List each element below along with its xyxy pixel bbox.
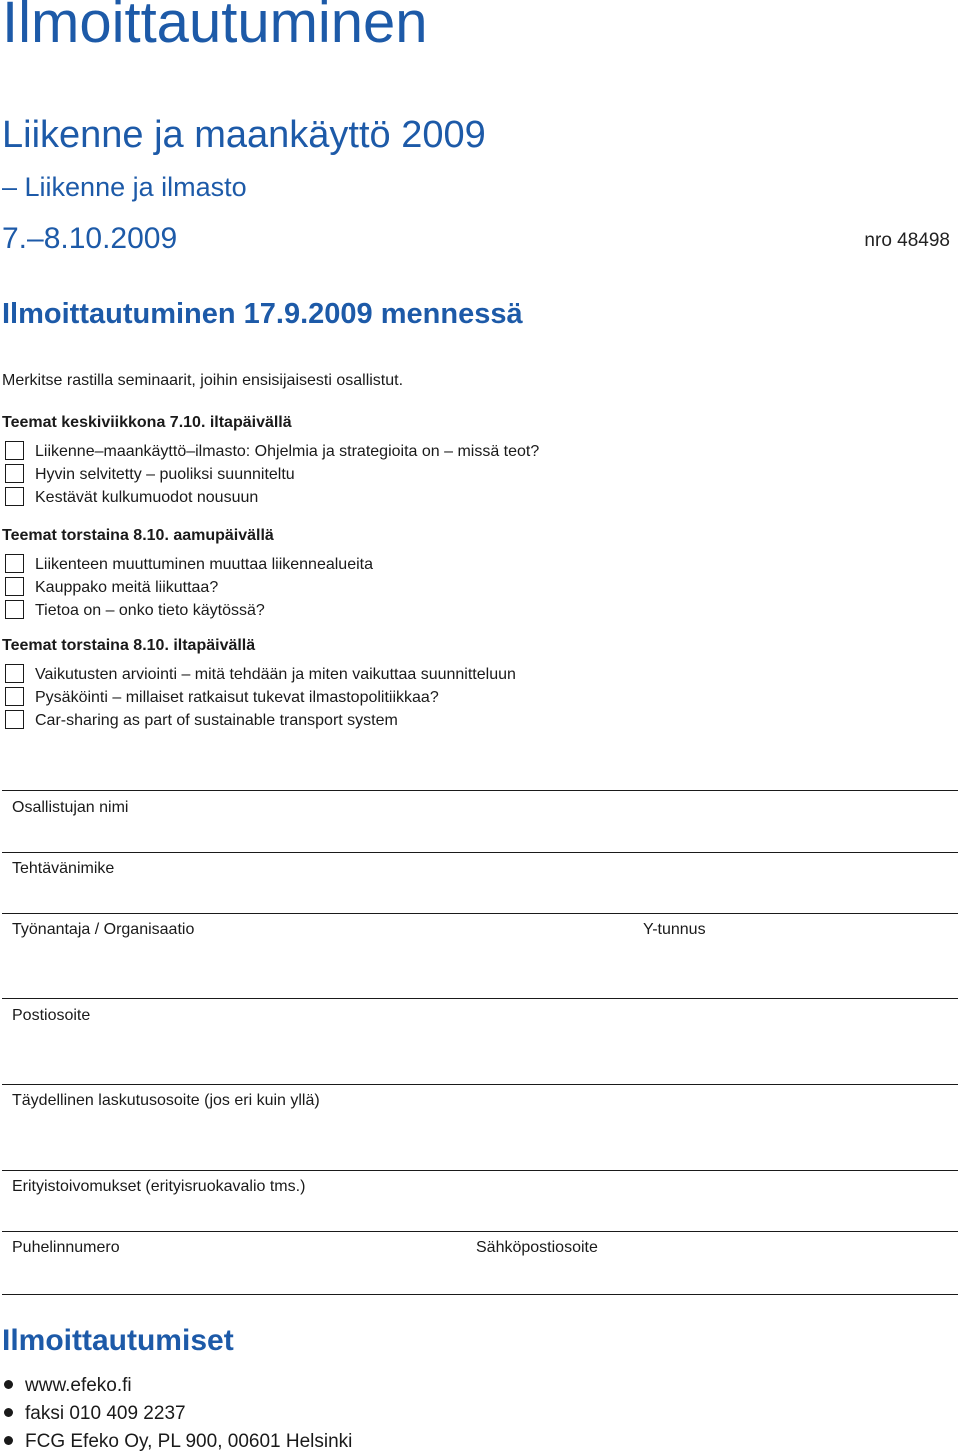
- seminar-option: [2, 486, 539, 509]
- event-title: Liikenne ja maankäyttö 2009: [2, 114, 486, 156]
- instructions: Merkitse rastilla seminaarit, joihin ensisijaisesti osallistut.: [2, 372, 404, 389]
- checkbox[interactable]: [5, 441, 24, 460]
- field-divider: [2, 998, 958, 999]
- contact-fax: [2, 1400, 352, 1428]
- checkbox[interactable]: [5, 464, 24, 483]
- field-divider: [2, 913, 958, 914]
- field-divider: [2, 1084, 958, 1085]
- checkbox[interactable]: [5, 710, 24, 729]
- contact-address-text: FCG Efeko Oy, PL 900, 00601 Helsinki: [25, 1431, 353, 1452]
- contact-website: [2, 1372, 352, 1400]
- bullet-icon: [4, 1436, 13, 1445]
- business-id-label: Y-tunnus: [643, 921, 706, 938]
- email-field[interactable]: [620, 1235, 954, 1267]
- job-title-field[interactable]: [140, 856, 954, 888]
- name-label: Osallistujan nimi: [12, 799, 129, 816]
- option-label: Hyvin selvitetty – puoliksi suunniteltu: [35, 466, 295, 483]
- field-divider: [2, 1294, 958, 1295]
- seminar-group-thursday-morning: [2, 525, 373, 622]
- postal-address-label: Postiosoite: [12, 1007, 91, 1024]
- bullet-icon: [4, 1380, 13, 1389]
- special-requests-field[interactable]: [335, 1174, 954, 1206]
- contact-website-text[interactable]: www.efeko.fi: [25, 1375, 132, 1396]
- seminar-option: [2, 686, 516, 709]
- event-number: nro 48498: [864, 230, 950, 251]
- registration-deadline: Ilmoittautuminen 17.9.2009 mennessä: [2, 298, 523, 330]
- option-label: Pysäköinti – millaiset ratkaisut tukevat ilmastopolitiikkaa?: [35, 689, 439, 706]
- seminar-option: [2, 663, 516, 686]
- checkbox[interactable]: [5, 577, 24, 596]
- option-label: Liikenteen muuttuminen muuttaa liikennealueita: [35, 556, 373, 573]
- email-label: Sähköpostiosoite: [476, 1239, 598, 1256]
- checkbox[interactable]: [5, 600, 24, 619]
- seminar-option: [2, 553, 373, 576]
- postal-address-field[interactable]: [110, 1003, 954, 1035]
- special-requests-label: Erityistoivomukset (erityisruokavalio tms.): [12, 1178, 306, 1195]
- employer-label: Työnantaja / Organisaatio: [12, 921, 195, 938]
- group-heading: Teemat torstaina 8.10. iltapäivällä: [2, 637, 256, 654]
- page-title: Ilmoittautuminen: [2, 0, 428, 55]
- employer-field[interactable]: [215, 917, 629, 949]
- seminar-option: [2, 440, 539, 463]
- checkbox[interactable]: [5, 487, 24, 506]
- contact-list: [2, 1372, 352, 1456]
- option-label: Car-sharing as part of sustainable transport system: [35, 712, 398, 729]
- group-heading: Teemat torstaina 8.10. aamupäivällä: [2, 527, 274, 544]
- field-divider: [2, 852, 958, 853]
- business-id-field[interactable]: [725, 917, 954, 949]
- contact-address: [2, 1428, 352, 1456]
- field-divider: [2, 1170, 958, 1171]
- option-label: Kauppako meitä liikuttaa?: [35, 579, 219, 596]
- seminar-option: [2, 599, 373, 622]
- field-divider: [2, 1231, 958, 1232]
- event-dates: 7.–8.10.2009: [2, 222, 178, 255]
- seminar-group-wednesday: [2, 412, 539, 509]
- phone-label: Puhelinnumero: [12, 1239, 120, 1256]
- checkbox[interactable]: [5, 554, 24, 573]
- event-subtitle: – Liikenne ja ilmasto: [2, 172, 247, 202]
- phone-field[interactable]: [145, 1235, 469, 1267]
- billing-address-field[interactable]: [355, 1088, 954, 1120]
- option-label: Vaikutusten arviointi – mitä tehdään ja miten vaikuttaa suunnitteluun: [35, 666, 516, 683]
- bullet-icon: [4, 1408, 13, 1417]
- seminar-option: [2, 709, 516, 732]
- contact-fax-text: faksi 010 409 2237: [25, 1403, 186, 1424]
- option-label: Liikenne–maankäyttö–ilmasto: Ohjelmia ja strategioita on – missä teot?: [35, 443, 540, 460]
- seminar-group-thursday-afternoon: [2, 635, 516, 732]
- field-divider: [2, 790, 958, 791]
- seminar-option: [2, 576, 373, 599]
- billing-address-label: Täydellinen laskutusosoite (jos eri kuin yllä): [12, 1092, 320, 1109]
- group-heading: Teemat keskiviikkona 7.10. iltapäivällä: [2, 414, 292, 431]
- checkbox[interactable]: [5, 687, 24, 706]
- contact-heading: Ilmoittautumiset: [2, 1324, 234, 1357]
- option-label: Tietoa on – onko tieto käytössä?: [35, 602, 265, 619]
- option-label: Kestävät kulkumuodot nousuun: [35, 489, 259, 506]
- seminar-option: [2, 463, 539, 486]
- name-field[interactable]: [160, 795, 954, 827]
- checkbox[interactable]: [5, 664, 24, 683]
- job-title-label: Tehtävänimike: [12, 860, 115, 877]
